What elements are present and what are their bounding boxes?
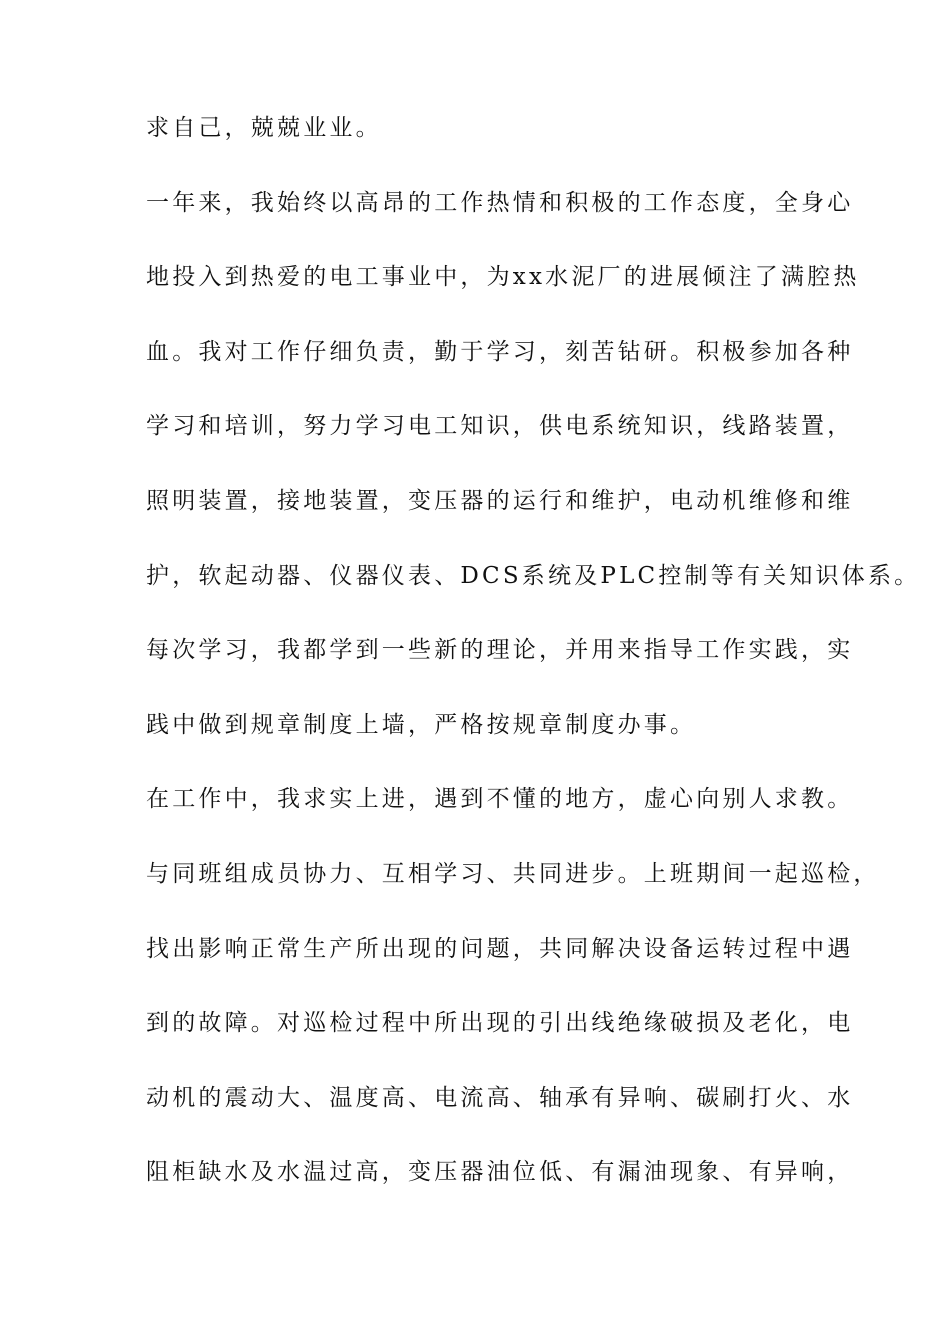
text-line: 阻柜缺水及水温过高，变压器油位低、有漏油现象、有异响， bbox=[146, 1159, 854, 1186]
text-line: 每次学习，我都学到一些新的理论，并用来指导工作实践，实 bbox=[146, 637, 854, 664]
text-line: 践中做到规章制度上墙，严格按规章制度办事。 bbox=[146, 711, 697, 738]
text-line: 与同班组成员协力、互相学习、共同进步。上班期间一起巡检， bbox=[146, 860, 880, 887]
text-line: 护，软起动器、仪器仪表、DCS系统及PLC控制等有关知识体系。 bbox=[146, 562, 921, 589]
text-line: 地投入到热爱的电工事业中，为xx水泥厂的进展倾注了满腔热 bbox=[146, 264, 860, 291]
text-line: 动机的震动大、温度高、电流高、轴承有异响、碳刷打火、水 bbox=[146, 1084, 854, 1111]
text-line: 学习和培训，努力学习电工知识，供电系统知识，线路装置， bbox=[146, 413, 854, 440]
text-line: 到的故障。对巡检过程中所出现的引出线绝缘破损及老化，电 bbox=[146, 1010, 854, 1037]
text-line: 求自己，兢兢业业。 bbox=[146, 115, 382, 141]
text-line: 照明装置，接地装置，变压器的运行和维护，电动机维修和维 bbox=[146, 487, 854, 514]
body-text bbox=[146, 108, 921, 1227]
text-line: 血。我对工作仔细负责，勤于学习，刻苦钻研。积极参加各种 bbox=[146, 338, 854, 365]
text-line: 一年来，我始终以高昂的工作热情和积极的工作态度，全身心 bbox=[146, 189, 854, 216]
text-line: 找出影响正常生产所出现的问题，共同解决设备运转过程中遇 bbox=[146, 935, 854, 962]
text-line: 在工作中，我求实上进，遇到不懂的地方，虚心向别人求教。 bbox=[146, 786, 854, 813]
